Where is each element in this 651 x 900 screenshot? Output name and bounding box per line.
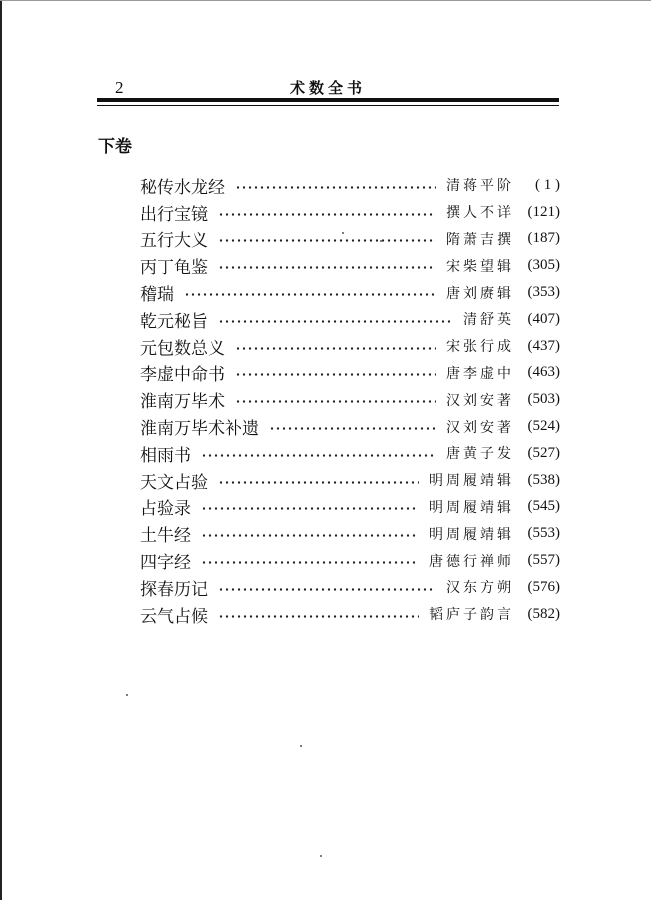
page-edge bbox=[0, 0, 2, 900]
toc-entry-author: 撰人不详 bbox=[446, 205, 514, 222]
book-title: 术数全书 bbox=[289, 79, 366, 97]
toc-entry bbox=[140, 199, 560, 226]
header-rule-thick bbox=[97, 98, 559, 102]
toc-entry-page: (527) bbox=[527, 444, 560, 461]
scan-speck bbox=[320, 855, 322, 857]
page-top-edge bbox=[0, 0, 651, 1]
toc-entry-author: 清舒英 bbox=[463, 312, 514, 329]
toc-entry bbox=[140, 226, 560, 253]
toc-entry-author: 唐黄子发 bbox=[446, 446, 514, 463]
dot-leader bbox=[218, 213, 436, 216]
toc-entry-title: 丙丁龟鉴 bbox=[140, 258, 208, 279]
header-rule-thin bbox=[97, 105, 559, 106]
scan-speck bbox=[342, 232, 344, 234]
toc-entry bbox=[140, 574, 560, 601]
toc-entry-title: 元包数总义 bbox=[140, 338, 225, 359]
toc-entry-page: (524) bbox=[527, 418, 560, 435]
toc-entry-author: 汉刘安著 bbox=[446, 392, 514, 409]
toc-entry-title: 天文占验 bbox=[140, 472, 208, 493]
toc-entry-page: (553) bbox=[527, 525, 560, 542]
toc-entry bbox=[140, 252, 560, 279]
toc-entry bbox=[140, 386, 560, 413]
toc-entry-page: (437) bbox=[527, 337, 560, 354]
toc-entry-page: (463) bbox=[527, 364, 560, 381]
table-of-contents bbox=[140, 172, 560, 628]
dot-leader bbox=[201, 507, 419, 510]
toc-entry-title: 占验录 bbox=[140, 499, 191, 520]
toc-entry-page: (353) bbox=[527, 284, 560, 301]
toc-entry-page: (538) bbox=[527, 471, 560, 488]
toc-entry bbox=[140, 520, 560, 547]
toc-entry-author: 宋柴望辑 bbox=[446, 258, 514, 275]
dot-leader bbox=[269, 427, 436, 430]
toc-entry-author: 汉刘安著 bbox=[446, 419, 514, 436]
dot-leader bbox=[235, 373, 436, 376]
toc-entry-page: (582) bbox=[527, 605, 560, 622]
toc-entry-page: (545) bbox=[527, 498, 560, 515]
toc-entry bbox=[140, 467, 560, 494]
dot-leader bbox=[201, 454, 436, 457]
toc-entry-author: 明周履靖辑 bbox=[429, 499, 514, 516]
toc-entry-page: (121) bbox=[527, 203, 560, 220]
dot-leader bbox=[235, 347, 436, 350]
toc-entry-title: 秘传水龙经 bbox=[140, 177, 225, 198]
toc-entry-page: ( 1 ) bbox=[535, 176, 560, 193]
toc-entry-title: 淮南万毕术 bbox=[140, 392, 225, 413]
toc-entry-author: 隋萧吉撰 bbox=[446, 231, 514, 248]
toc-entry bbox=[140, 413, 560, 440]
toc-entry bbox=[140, 360, 560, 387]
toc-entry-title: 五行大义 bbox=[140, 231, 208, 252]
dot-leader bbox=[235, 400, 436, 403]
toc-entry-author: 唐刘赓辑 bbox=[446, 285, 514, 302]
toc-entry-title: 探春历记 bbox=[140, 579, 208, 600]
toc-entry-title: 四字经 bbox=[140, 553, 191, 574]
scan-speck bbox=[126, 694, 128, 696]
dot-leader bbox=[201, 534, 419, 537]
scan-speck bbox=[380, 240, 382, 242]
toc-entry bbox=[140, 601, 560, 628]
toc-entry-page: (576) bbox=[527, 578, 560, 595]
toc-entry bbox=[140, 172, 560, 199]
page-number: 2 bbox=[115, 78, 124, 97]
toc-entry-author: 宋张行成 bbox=[446, 339, 514, 356]
toc-entry-author: 唐李虚中 bbox=[446, 365, 514, 382]
dot-leader bbox=[218, 588, 436, 591]
toc-entry-page: (407) bbox=[527, 310, 560, 327]
dot-leader bbox=[201, 561, 419, 564]
toc-entry-author: 明周履靖辑 bbox=[429, 526, 514, 543]
toc-entry bbox=[140, 547, 560, 574]
toc-entry bbox=[140, 494, 560, 521]
dot-leader bbox=[235, 186, 436, 189]
toc-entry bbox=[140, 306, 560, 333]
toc-entry bbox=[140, 333, 560, 360]
toc-entry-author: 清蒋平阶 bbox=[446, 178, 514, 195]
dot-leader bbox=[218, 481, 419, 484]
dot-leader bbox=[218, 266, 436, 269]
toc-entry bbox=[140, 279, 560, 306]
toc-entry bbox=[140, 440, 560, 467]
scan-speck bbox=[300, 745, 302, 747]
toc-entry-page: (503) bbox=[527, 391, 560, 408]
section-title: 下卷 bbox=[98, 137, 132, 157]
toc-entry-title: 稽瑞 bbox=[140, 285, 174, 306]
dot-leader bbox=[218, 615, 419, 618]
dot-leader bbox=[218, 320, 453, 323]
toc-entry-title: 相雨书 bbox=[140, 445, 191, 466]
toc-entry-page: (187) bbox=[527, 230, 560, 247]
toc-entry-title: 李虚中命书 bbox=[140, 365, 225, 386]
toc-entry-author: 唐德行禅师 bbox=[429, 553, 514, 570]
toc-entry-author: 明周履靖辑 bbox=[429, 473, 514, 490]
toc-entry-page: (305) bbox=[527, 257, 560, 274]
toc-entry-author: 韬庐子韵言 bbox=[429, 607, 514, 624]
toc-entry-title: 云气占候 bbox=[140, 606, 208, 627]
toc-entry-title: 淮南万毕术补遗 bbox=[140, 419, 259, 440]
toc-entry-page: (557) bbox=[527, 552, 560, 569]
toc-entry-title: 土牛经 bbox=[140, 526, 191, 547]
dot-leader bbox=[218, 239, 436, 242]
toc-entry-author: 汉东方朔 bbox=[446, 580, 514, 597]
toc-entry-title: 出行宝镜 bbox=[140, 204, 208, 225]
dot-leader bbox=[184, 293, 436, 296]
toc-entry-title: 乾元秘旨 bbox=[140, 311, 208, 332]
